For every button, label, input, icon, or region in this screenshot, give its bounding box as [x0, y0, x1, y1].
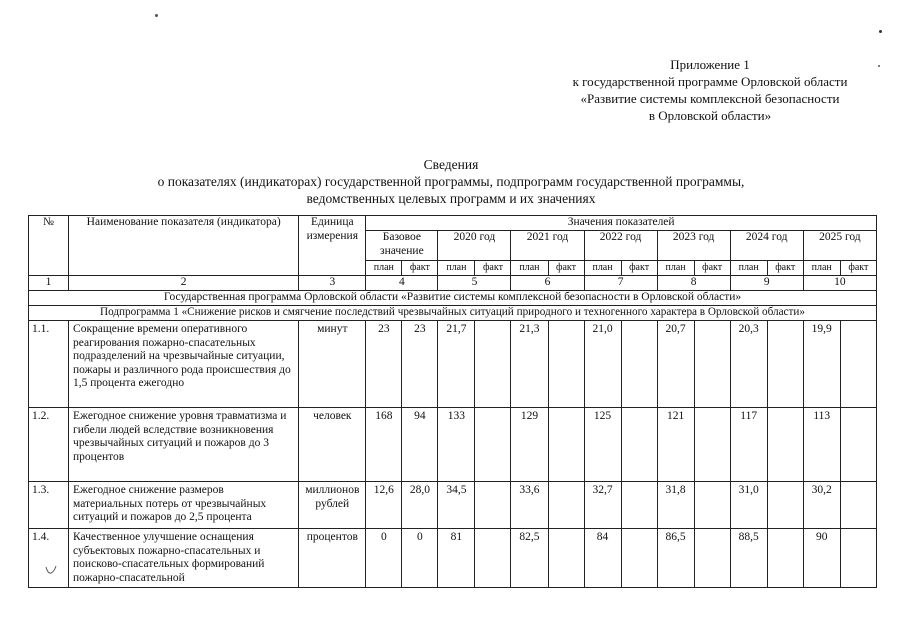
handwritten-tick-mark: [44, 564, 58, 576]
appendix-line: Приложение 1: [670, 57, 750, 72]
header-plan: план: [657, 261, 694, 276]
value-cell: 133: [438, 408, 475, 482]
column-number: 1: [29, 276, 69, 291]
column-number: 5: [438, 276, 511, 291]
value-cell: 168: [366, 408, 402, 482]
value-cell: [621, 321, 657, 408]
document-heading: [40, 156, 862, 207]
row-number: 1.4.: [29, 529, 69, 588]
value-cell: [548, 482, 584, 529]
header-number: №: [29, 216, 69, 276]
header-plan: план: [511, 261, 548, 276]
header-values: Значения показателей: [366, 216, 877, 231]
header-plan: план: [366, 261, 402, 276]
value-cell: 121: [657, 408, 694, 482]
document-subtitle-line: о показателях (индикаторах) государственной программы, подпрограмм государственной программы,: [157, 174, 745, 189]
value-cell: 20,7: [657, 321, 694, 408]
indicator-name: Качественное улучшение оснащения субъектовых пожарно-спасательных и поисково-спасательных формирований пожарно-спасательной: [69, 529, 299, 588]
value-cell: 21,7: [438, 321, 475, 408]
value-cell: 23: [366, 321, 402, 408]
value-cell: [840, 321, 876, 408]
value-cell: [840, 482, 876, 529]
column-number: 7: [584, 276, 657, 291]
value-cell: [475, 529, 511, 588]
value-cell: [840, 408, 876, 482]
column-number: 10: [803, 276, 876, 291]
value-cell: [475, 321, 511, 408]
unit-cell: минут: [299, 321, 366, 408]
value-cell: 30,2: [803, 482, 840, 529]
document-title: Сведения: [423, 157, 479, 172]
indicator-name: Ежегодное снижение уровня травматизма и гибели людей вследствие возникновения чрезвычайных ситуаций и пожаров до 3 процентов: [69, 408, 299, 482]
table-row: [29, 482, 877, 529]
value-cell: 19,9: [803, 321, 840, 408]
appendix-block: [520, 56, 900, 124]
value-cell: [621, 482, 657, 529]
value-cell: [548, 529, 584, 588]
scan-speck: [879, 30, 882, 33]
header-unit: Единица измерения: [299, 216, 366, 276]
header-year: 2023 год: [657, 231, 730, 261]
value-cell: [694, 482, 730, 529]
value-cell: 0: [402, 529, 438, 588]
value-cell: 94: [402, 408, 438, 482]
row-number: 1.2.: [29, 408, 69, 482]
value-cell: [548, 408, 584, 482]
header-fact: факт: [475, 261, 511, 276]
table-row: [29, 408, 877, 482]
value-cell: [621, 529, 657, 588]
value-cell: 113: [803, 408, 840, 482]
column-number: 6: [511, 276, 584, 291]
header-fact: факт: [402, 261, 438, 276]
value-cell: 84: [584, 529, 621, 588]
header-indicator-name: Наименование показателя (индикатора): [69, 216, 299, 276]
value-cell: 31,0: [730, 482, 767, 529]
indicator-name: Сокращение времени оперативного реагирования пожарно-спасательных подразделений на чрезвычайные ситуации, пожары и различного рода происшествия до 1,5 процента ежегодно: [69, 321, 299, 408]
value-cell: 34,5: [438, 482, 475, 529]
header-fact: факт: [767, 261, 803, 276]
value-cell: 23: [402, 321, 438, 408]
value-cell: [548, 321, 584, 408]
value-cell: 21,0: [584, 321, 621, 408]
column-number: 3: [299, 276, 366, 291]
header-base-value: Базовое значение: [366, 231, 438, 261]
header-fact: факт: [694, 261, 730, 276]
column-number: 2: [69, 276, 299, 291]
value-cell: 33,6: [511, 482, 548, 529]
document-subtitle-line: ведомственных целевых программ и их значениях: [306, 191, 596, 206]
value-cell: [767, 321, 803, 408]
value-cell: 90: [803, 529, 840, 588]
appendix-line: в Орловской области»: [648, 108, 772, 123]
value-cell: 28,0: [402, 482, 438, 529]
value-cell: 86,5: [657, 529, 694, 588]
header-year: 2022 год: [584, 231, 657, 261]
unit-cell: человек: [299, 408, 366, 482]
indicators-table: [28, 215, 877, 588]
value-cell: 129: [511, 408, 548, 482]
value-cell: [694, 408, 730, 482]
appendix-line: «Развитие системы комплексной безопасности: [580, 91, 840, 106]
subprogram-title-row: Подпрограмма 1 «Снижение рисков и смягчение последствий чрезвычайных ситуаций природного и техногенного характера в Орловской области»: [29, 306, 877, 321]
value-cell: 88,5: [730, 529, 767, 588]
value-cell: [694, 321, 730, 408]
row-number: 1.3.: [29, 482, 69, 529]
indicator-name: Ежегодное снижение размеров материальных потерь от чрезвычайных ситуаций и пожаров до 2,5 процента: [69, 482, 299, 529]
table-row: [29, 321, 877, 408]
header-fact: факт: [621, 261, 657, 276]
scan-speck: [155, 14, 158, 17]
value-cell: 12,6: [366, 482, 402, 529]
column-number: 4: [366, 276, 438, 291]
table-row: [29, 529, 877, 588]
header-fact: факт: [548, 261, 584, 276]
row-number: 1.1.: [29, 321, 69, 408]
value-cell: [475, 408, 511, 482]
value-cell: [475, 482, 511, 529]
value-cell: [621, 408, 657, 482]
column-number: 8: [657, 276, 730, 291]
unit-cell: процентов: [299, 529, 366, 588]
header-fact: факт: [840, 261, 876, 276]
value-cell: [767, 529, 803, 588]
value-cell: 31,8: [657, 482, 694, 529]
value-cell: [767, 482, 803, 529]
value-cell: 20,3: [730, 321, 767, 408]
value-cell: 0: [366, 529, 402, 588]
appendix-line: к государственной программе Орловской области: [572, 74, 848, 89]
header-year: 2021 год: [511, 231, 584, 261]
value-cell: [840, 529, 876, 588]
header-plan: план: [803, 261, 840, 276]
value-cell: 125: [584, 408, 621, 482]
value-cell: [767, 408, 803, 482]
program-title-row: Государственная программа Орловской области «Развитие системы комплексной безопасности в Орловской области»: [29, 291, 877, 306]
value-cell: 21,3: [511, 321, 548, 408]
header-plan: план: [438, 261, 475, 276]
unit-cell: миллионов рублей: [299, 482, 366, 529]
value-cell: [694, 529, 730, 588]
header-year: 2020 год: [438, 231, 511, 261]
value-cell: 81: [438, 529, 475, 588]
value-cell: 117: [730, 408, 767, 482]
header-plan: план: [730, 261, 767, 276]
header-year: 2025 год: [803, 231, 876, 261]
header-year: 2024 год: [730, 231, 803, 261]
column-number: 9: [730, 276, 803, 291]
value-cell: 82,5: [511, 529, 548, 588]
header-plan: план: [584, 261, 621, 276]
value-cell: 32,7: [584, 482, 621, 529]
